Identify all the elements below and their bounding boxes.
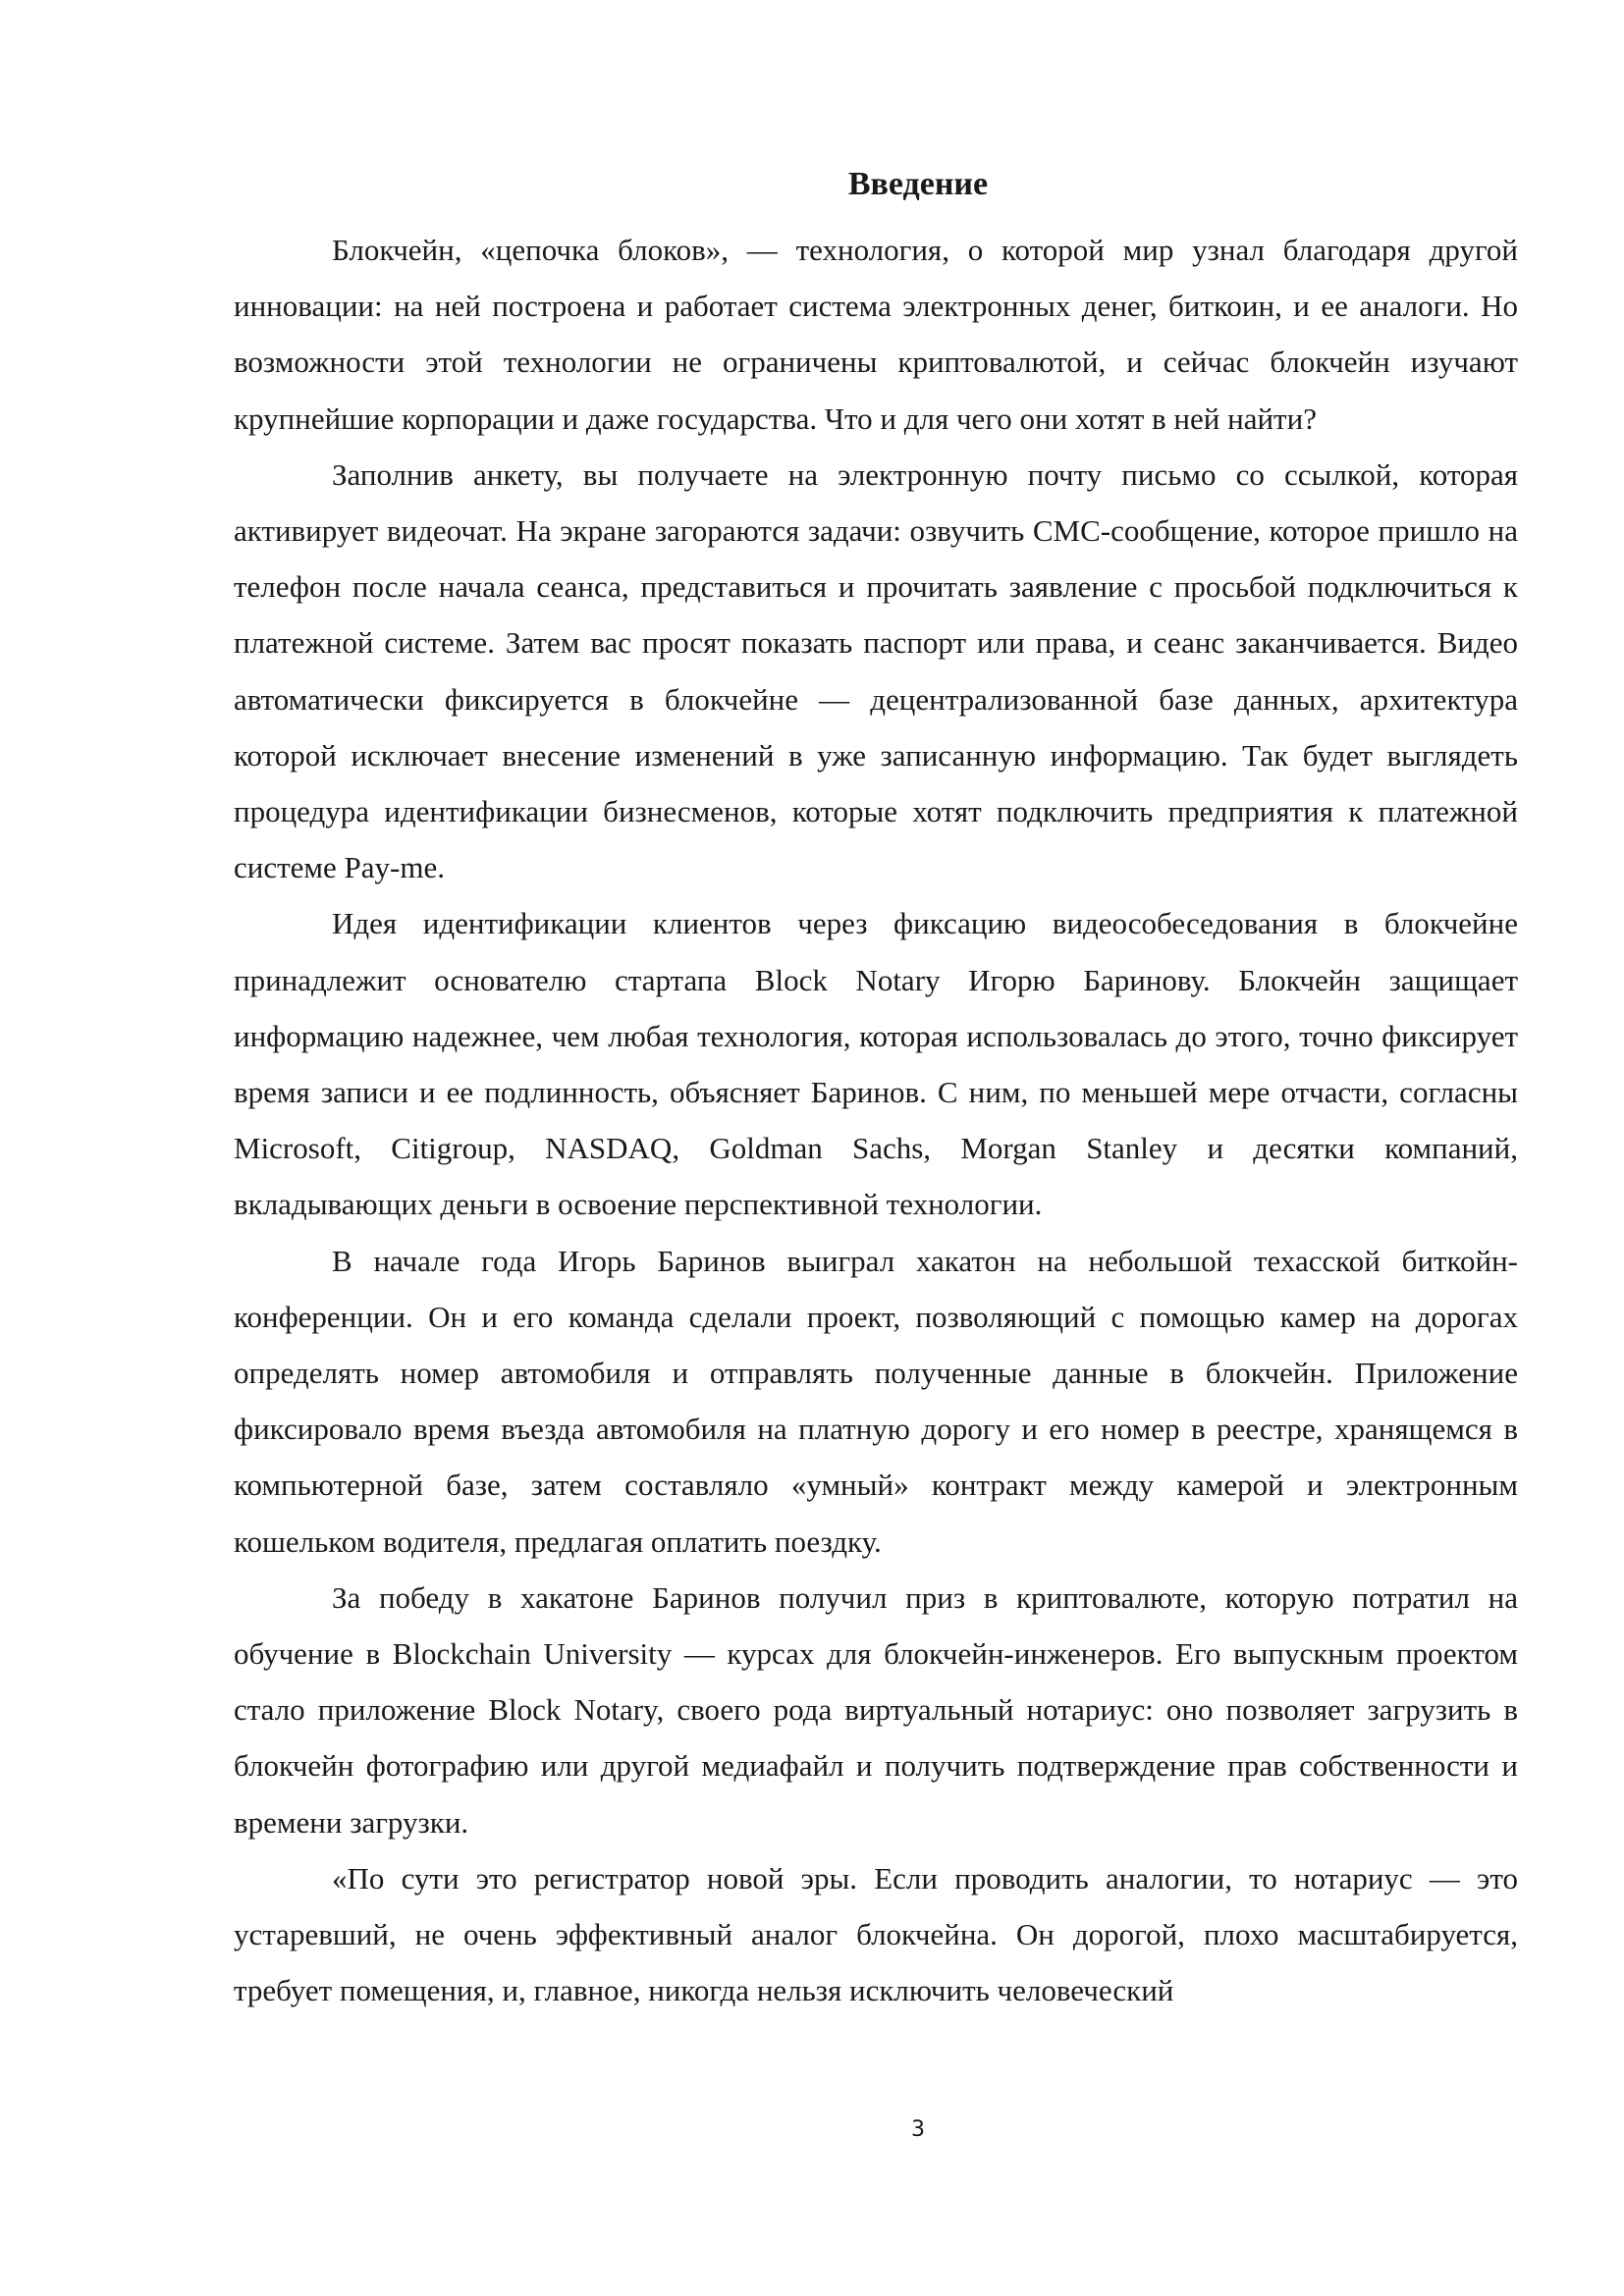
paragraph-4: В начале года Игорь Баринов выиграл хакатон на небольшой техасской биткойн-конференции. Он и его команда сделали проект, позволяющий с помощью камер на дорогах определять номер автомобиля и отправлять полученные данные в блокчейн. Приложение фиксировало время въезда автомобиля на платную дорогу и его номер в реестре, хранящемся в компьютерной базе, затем составляло «умный» контракт между камерой и электронным кошельком водителя, предлагая оплатить поездку. <box>234 1243 1518 1559</box>
body-text <box>234 222 1518 2019</box>
paragraph-6: «По сути это регистратор новой эры. Если проводить аналогии, то нотариус — это устаревший, не очень эффективный аналог блокчейна. Он дорогой, плохо масштабируется, требует помещения, и, главное, никогда нельзя исключить человеческий <box>234 1860 1518 2008</box>
paragraph-3: Идея идентификации клиентов через фиксацию видеособеседования в блокчейне принадлежит основателю стартапа Block Notary Игорю Баринову. Блокчейн защищает информацию надежнее, чем любая технология, которая использовалась до этого, точно фиксирует время записи и ее подлинность, объясняет Баринов. С ним, по меньшей мере отчасти, согласны Microsoft, Citigroup, NASDAQ, Goldman Sachs, Morgan Stanley и десятки компаний, вкладывающих деньги в освоение перспективной технологии. <box>234 906 1518 1222</box>
paragraph-2: Заполнив анкету, вы получаете на электронную почту письмо со ссылкой, которая активирует видеочат. На экране загораются задачи: озвучить СМС-сообщение, которое пришло на телефон после начала сеанса, представиться и прочитать заявление с просьбой подключиться к платежной системе. Затем вас просят показать паспорт или права, и сеанс заканчивается. Видео автоматически фиксируется в блокчейне — децентрализованной базе данных, архитектура которой исключает внесение изменений в уже записанную информацию. Так будет выглядеть процедура идентификации бизнесменов, которые хотят подключить предприятия к платежной системе Pay-me. <box>234 456 1518 885</box>
paragraph-1: Блокчейн, «цепочка блоков», — технология, о которой мир узнал благодаря другой инновации: на ней построена и работает система электронных денег, биткоин, и ее аналоги. Но возможности этой технологии не ограничены криптовалютой, и сейчас блокчейн изучают крупнейшие корпорации и даже государства. Что и для чего они хотят в ней найти? <box>234 233 1518 436</box>
paragraph-5: За победу в хакатоне Баринов получил приз в криптовалюте, которую потратил на обучение в Blockchain University — курсах для блокчейн-инженеров. Его выпускным проектом стало приложение Block Notary, своего рода виртуальный нотариус: оно позволяет загрузить в блокчейн фотографию или другой медиафайл и получить подтверждение прав собственности и времени загрузки. <box>234 1579 1518 1840</box>
page-title: Введение <box>847 166 989 202</box>
page-number: 3 <box>911 2117 925 2142</box>
